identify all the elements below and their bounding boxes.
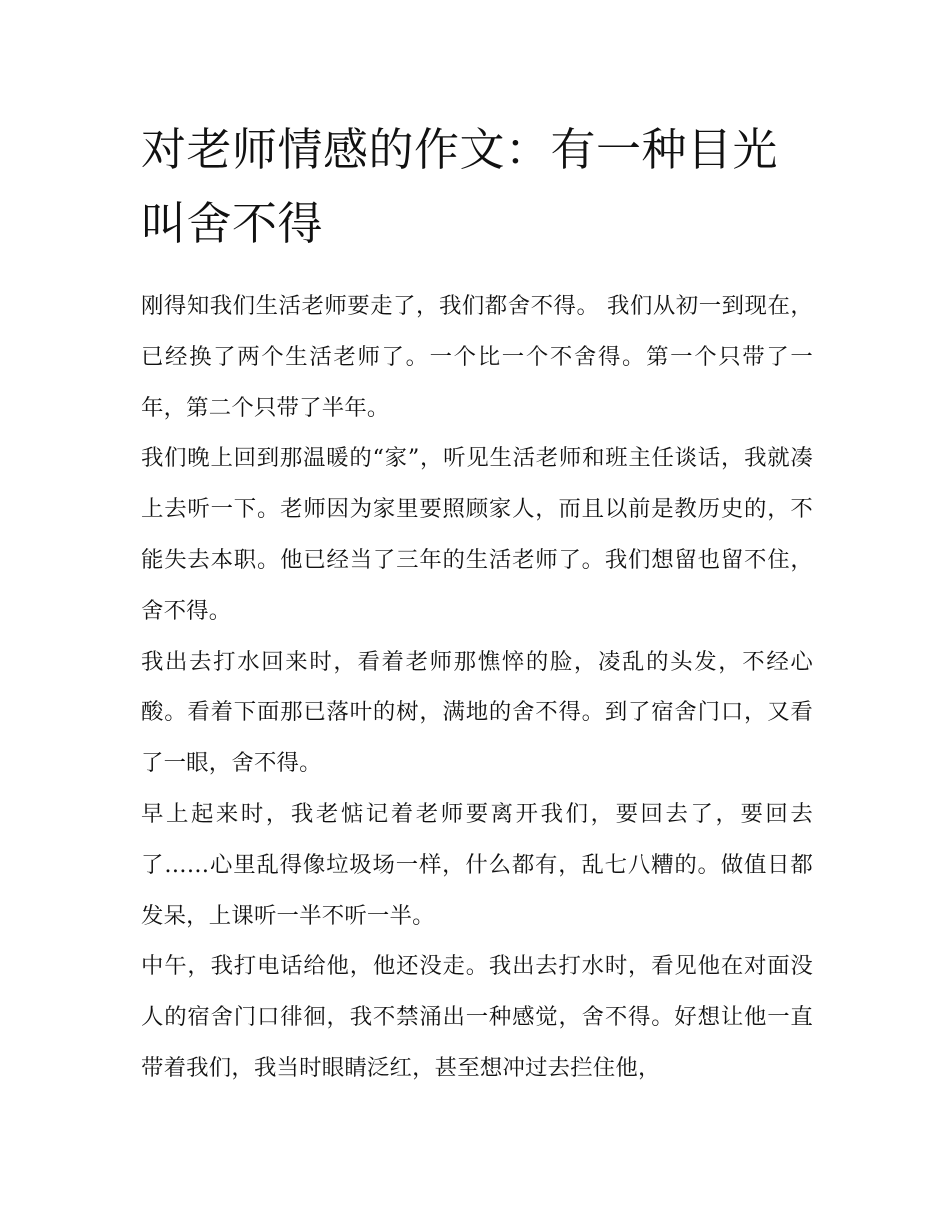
- paragraph-1: 刚得知我们生活老师要走了，我们都舍不得。 我们从初一到现在，已经换了两个生活老师了。一个比一个不舍得。第一个只带了一年，第二个只带了半年。: [141, 293, 813, 421]
- paragraph-4: 早上起来时，我老惦记着老师要离开我们，要回去了，要回去了……心里乱得像垃圾场一样，什么都有，乱七八糟的。做值日都发呆，上课听一半不听一半。: [141, 800, 813, 929]
- paragraph-5: 中午，我打电话给他，他还没走。我出去打水时，看见他在对面没人的宿舍门口徘徊，我不禁涌出一种感觉，舍不得。好想让他一直带着我们，我当时眼睛泛红，甚至想冲过去拦住他，: [141, 953, 813, 1081]
- document-content: [141, 113, 813, 1094]
- paragraph-3: 我出去打水回来时，看着老师那憔悴的脸，凌乱的头发，不经心酸。看着下面那已落叶的树，满地的舍不得。到了宿舍门口，又看了一眼，舍不得。: [141, 648, 813, 777]
- document-title: 对老师情感的作文：有一种目光叫舍不得: [141, 123, 779, 250]
- paragraph-2: 我们晚上回到那温暖的“家”，听见生活老师和班主任谈话，我就凑上去听一下。老师因为家里要照顾家人，而且以前是教历史的，不能失去本职。他已经当了三年的生活老师了。我们想留也留不住，舍不得。: [141, 445, 813, 624]
- title-spacing: [141, 261, 813, 281]
